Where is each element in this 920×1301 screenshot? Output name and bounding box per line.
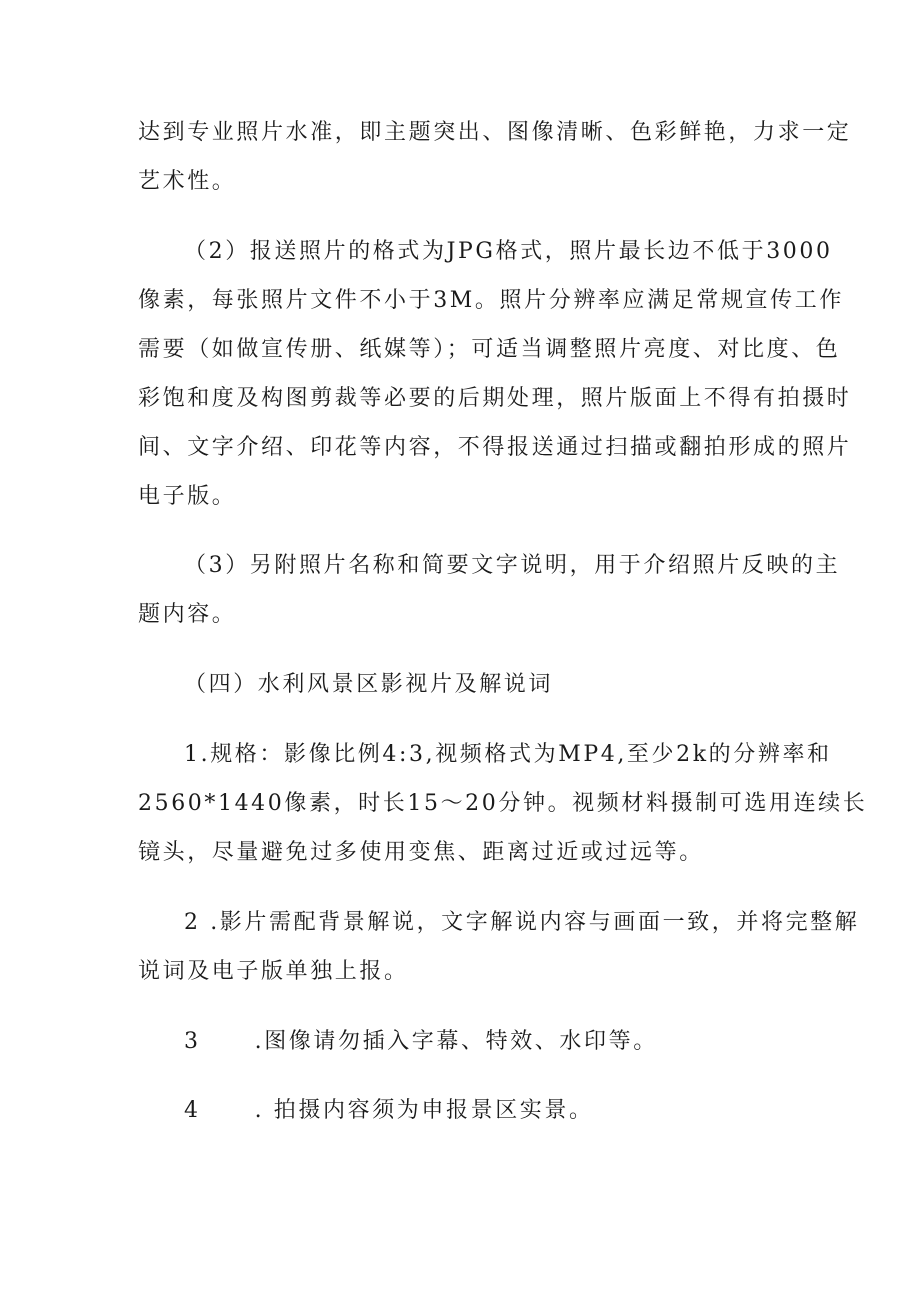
paragraph-line: 艺术性。 xyxy=(138,169,237,194)
list-item-text: .图像请勿插入字幕、特效、水印等。 xyxy=(254,1029,658,1054)
list-item-number: 3 xyxy=(184,1029,201,1054)
list-item-number: 4 xyxy=(184,1098,201,1123)
paragraph-line: 电子版。 xyxy=(138,484,237,509)
paragraph-line: 间、文字介绍、印花等内容，不得报送通过扫描或翻拍形成的照片 xyxy=(138,435,852,460)
paragraph-line: （2）报送照片的格式为JPG格式，照片最长边不低于3000 xyxy=(184,239,833,264)
paragraph-line: 彩饱和度及构图剪裁等必要的后期处理，照片版面上不得有拍摄时 xyxy=(138,386,852,411)
paragraph-line: 题内容。 xyxy=(138,602,237,627)
list-item-line: 1.规格：影像比例4:3,视频格式为MP4,至少2k的分辨率和 xyxy=(184,742,832,767)
list-item xyxy=(184,1027,658,1057)
list-item-line: 镜头，尽量避免过多使用变焦、距离过近或过远等。 xyxy=(138,840,704,865)
list-item-line: 2 .影片需配背景解说，文字解说内容与画面一致，并将完整解 xyxy=(184,910,860,935)
paragraph-line: 达到专业照片水准，即主题突出、图像清晰、色彩鲜艳，力求一定 xyxy=(138,120,852,145)
list-item-text: . 拍摄内容须为申报景区实景。 xyxy=(254,1098,594,1123)
paragraph-line: （3）另附照片名称和简要文字说明，用于介绍照片反映的主 xyxy=(184,553,841,578)
section-heading: （四）水利风景区影视片及解说词 xyxy=(184,672,554,697)
list-item xyxy=(184,1096,594,1126)
list-item-line: 2560*1440像素，时长15～20分钟。视频材料摄制可选用连续长 xyxy=(138,791,868,816)
list-item-line: 说词及电子版单独上报。 xyxy=(138,959,409,984)
paragraph-line: 需要（如做宣传册、纸媒等）；可适当调整照片亮度、对比度、色 xyxy=(138,337,841,362)
paragraph-line: 像素，每张照片文件不小于3M。照片分辨率应满足常规宣传工作 xyxy=(138,288,844,313)
